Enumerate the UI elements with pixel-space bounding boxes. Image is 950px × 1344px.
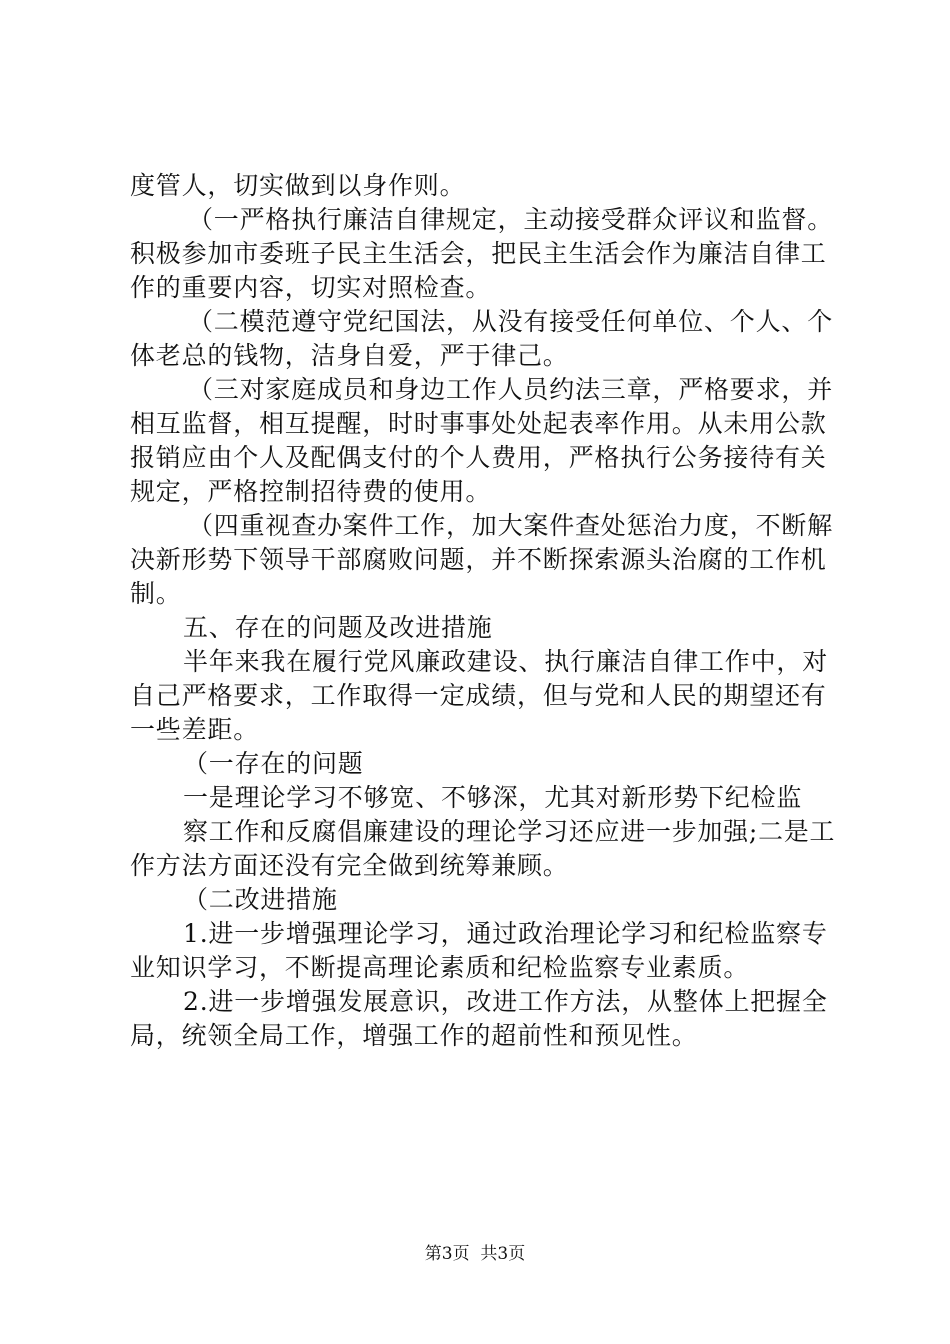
document-page: 度管人，切实做到以身作则。 （一严格执行廉洁自律规定，主动接受群众评议和监督。 积极参加市委班子民主生活会，把民主生活会作为廉洁自律工 作的重要内容，切实对照检查。 （二模范遵守党纪国法，从没有接受任何单位、个人、个 体老总的钱物，洁身自爱，严于律己。 （三对家庭成员和身边工作人员约法三章，严格要求，并 相互监督，相互提醒，时时事事处处起表率作用。从未用公款 报销应由个人及配偶支付的个人费用，严格执行公务接待有关 规定，严格控制招待费的使用。 （四重视查办案件工作，加大案件查处惩治力度，不断解 决新形势下领导干部腐败问题，并不断探索源头治腐的工作机 制。 五、存在的问题及改进措施 半年来我在履行党风廉政建设、执行廉洁自律工作中，对 自己严格要求，工作取得一定成绩，但与党和人民的期望还有 一些差距。 （一存在的问题 一是理论学习不够宽、不够深，尤其对新形势下纪检监 察工作和反腐倡廉建设的理论学习还应进一步加强;二是工 作方法方面还没有完全做到统筹兼顾。 （二改进措施 1.进一步增强理论学习，通过政治理论学习和纪检监察专 业知识学习，不断提高理论素质和纪检监察专业素质。 2.进一步增强发展意识，改进工作方法，从整体上把握全 局，统领全局工作，增强工作的超前性和预见性。 第3页 共3页 [0, 0, 950, 1344]
page-number: 第3页 共3页 [424, 1244, 526, 1264]
